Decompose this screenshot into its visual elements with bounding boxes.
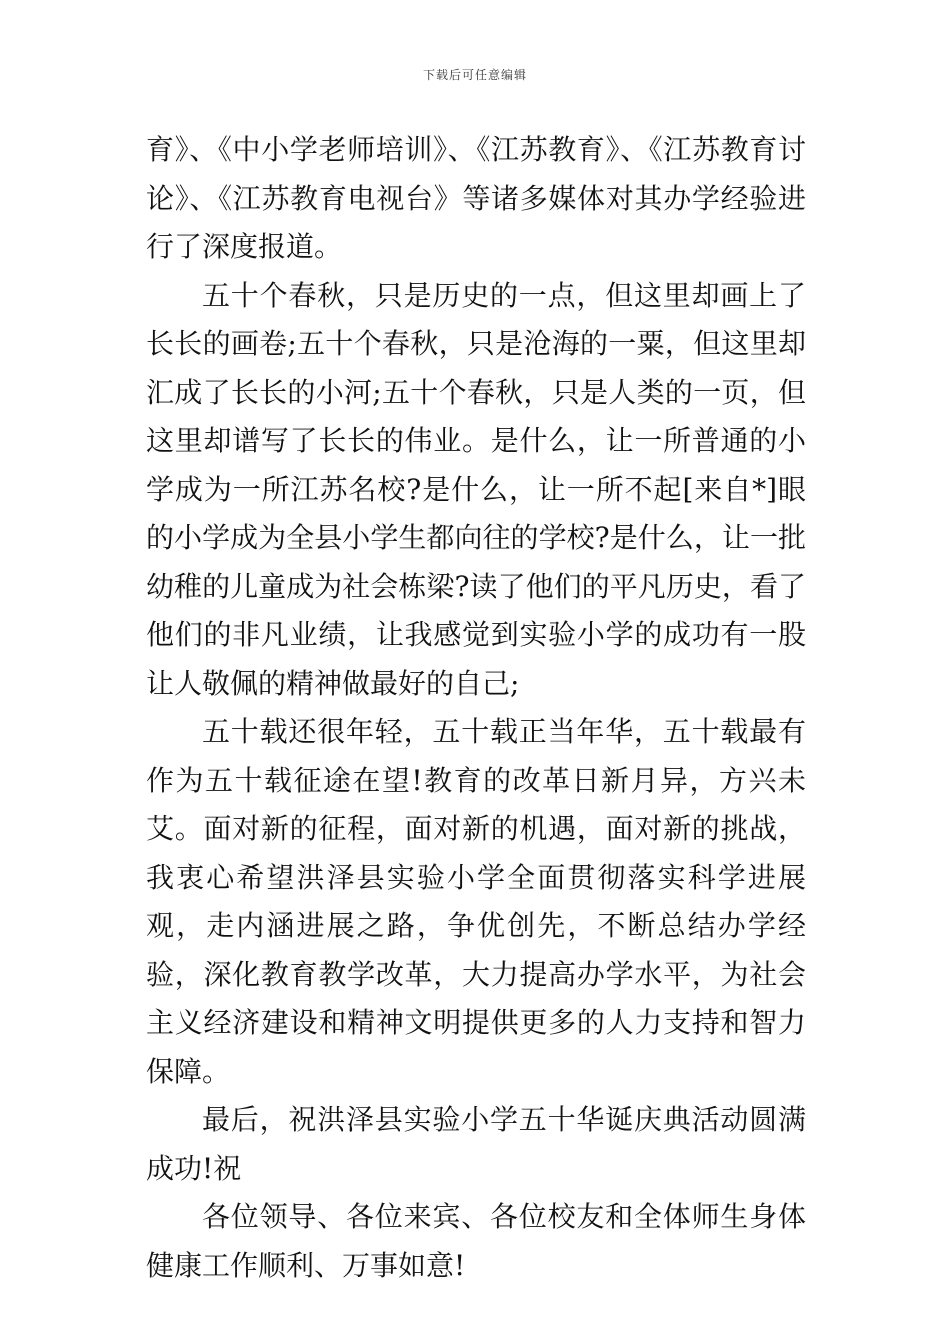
paragraph-blessing: 各位领导、各位来宾、各位校友和全体师生身体健康工作顺利、万事如意! — [146, 1200, 806, 1282]
paragraph-future-hopes: 五十载还很年轻，五十载正当年华，五十载最有作为五十载征途在望!教育的改革日新月异，方兴未艾。面对新的征程，面对新的机遇，面对新的挑战，我衷心希望洪泽县实验小学全面贯彻落实科学进展观，走内涵进展之路，争优创先，不断总结办学经验，深化教育教学改革，大力提高办学水平，为社会主义经济建设和精神文明提供更多的人力支持和智力保障。 — [146, 715, 806, 1088]
page-header-note: 下载后可任意编辑 — [422, 68, 527, 82]
paragraph-fifty-years: 五十个春秋，只是历史的一点，但这里却画上了长长的画卷;五十个春秋，只是沧海的一粟，但这里却汇成了长长的小河;五十个春秋，只是人类的一页，但这里却谱写了长长的伟业。是什么，让一所普通的小学成为一所江苏名校?是什么，让一所不起[来自*]眼的小学成为全县小学生都向往的学校?是什么，让一批幼稚的儿童成为社会栋梁?读了他们的平凡历史，看了他们的非凡业绩，让我感觉到实验小学的成功有一股让人敬佩的精神做最好的自己; — [146, 278, 806, 700]
document-body — [146, 126, 806, 1290]
paragraph-media-reports: 育》、《中小学老师培训》、《江苏教育》、《江苏教育讨论》、《江苏教育电视台》等诸多媒体对其办学经验进行了深度报道。 — [146, 133, 806, 263]
paragraph-closing-wish: 最后，祝洪泽县实验小学五十华诞庆典活动圆满成功!祝 — [146, 1103, 806, 1185]
